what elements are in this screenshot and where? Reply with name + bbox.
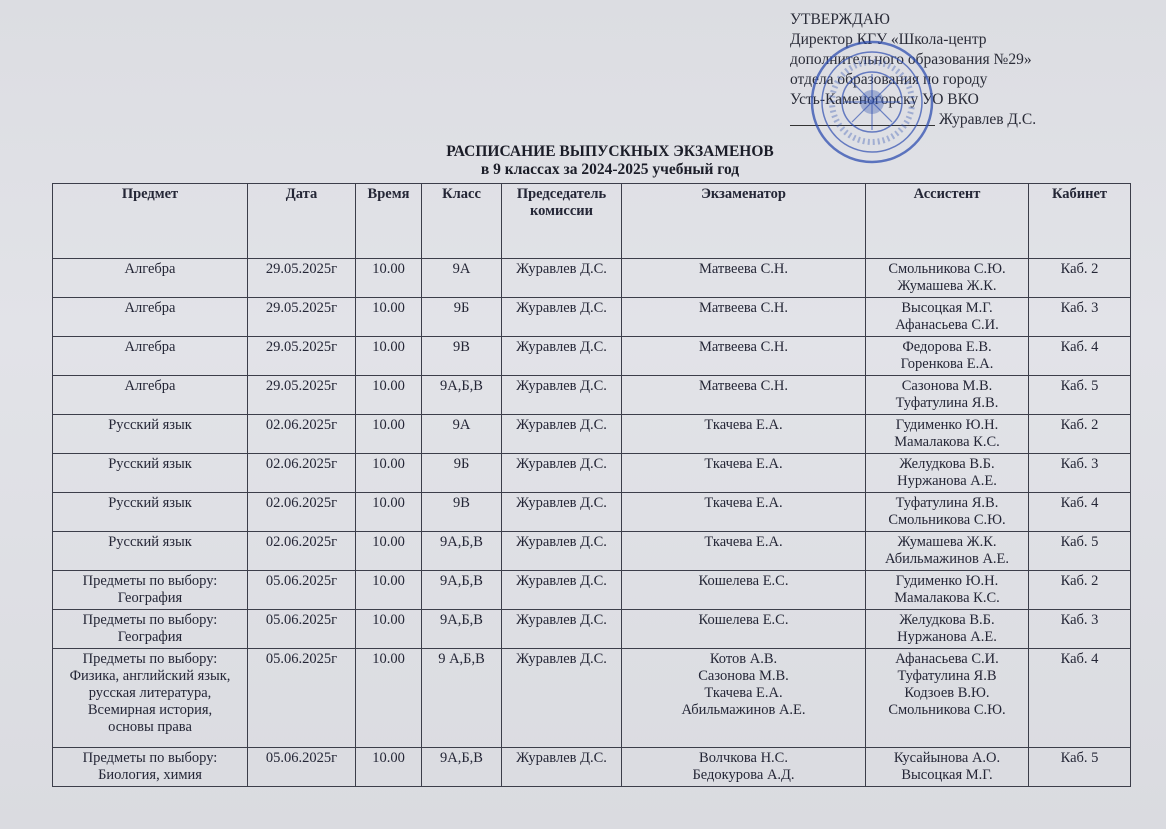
cell-chair: Журавлев Д.С. bbox=[502, 748, 622, 787]
cell-time: 10.00 bbox=[356, 493, 422, 532]
table-row bbox=[53, 571, 1131, 610]
title-line-1: РАСПИСАНИЕ ВЫПУСКНЫХ ЭКЗАМЕНОВ bbox=[446, 143, 774, 160]
cell-chair: Журавлев Д.С. bbox=[502, 649, 622, 748]
cell-time: 10.00 bbox=[356, 376, 422, 415]
cell-chair: Журавлев Д.С. bbox=[502, 610, 622, 649]
cell-date: 02.06.2025г bbox=[248, 493, 356, 532]
header-chair: Председатель комиссии bbox=[502, 184, 622, 259]
cell-subject: Предметы по выбору: География bbox=[53, 571, 248, 610]
cell-assistant: Жумашева Ж.К. Абильмажинов А.Е. bbox=[866, 532, 1029, 571]
table-row bbox=[53, 532, 1131, 571]
cell-room: Каб. 2 bbox=[1029, 259, 1131, 298]
cell-assistant: Кусайынова А.О. Высоцкая М.Г. bbox=[866, 748, 1029, 787]
table-row bbox=[53, 259, 1131, 298]
cell-examiner: Ткачева Е.А. bbox=[622, 493, 866, 532]
cell-class: 9А bbox=[422, 415, 502, 454]
cell-examiner: Матвеева С.Н. bbox=[622, 259, 866, 298]
cell-class: 9Б bbox=[422, 298, 502, 337]
cell-assistant: Сазонова М.В. Туфатулина Я.В. bbox=[866, 376, 1029, 415]
cell-assistant: Желудкова В.Б. Нуржанова А.Е. bbox=[866, 454, 1029, 493]
header-time: Время bbox=[356, 184, 422, 259]
cell-chair: Журавлев Д.С. bbox=[502, 571, 622, 610]
cell-assistant: Желудкова В.Б. Нуржанова А.Е. bbox=[866, 610, 1029, 649]
cell-assistant: Гудименко Ю.Н. Мамалакова К.С. bbox=[866, 415, 1029, 454]
cell-time: 10.00 bbox=[356, 610, 422, 649]
cell-room: Каб. 2 bbox=[1029, 571, 1131, 610]
cell-time: 10.00 bbox=[356, 649, 422, 748]
header-assistant: Ассистент bbox=[866, 184, 1029, 259]
cell-time: 10.00 bbox=[356, 454, 422, 493]
cell-chair: Журавлев Д.С. bbox=[502, 493, 622, 532]
cell-class: 9 А,Б,В bbox=[422, 649, 502, 748]
cell-class: 9А bbox=[422, 259, 502, 298]
cell-subject: Предметы по выбору: Биология, химия bbox=[53, 748, 248, 787]
cell-assistant: Смольникова С.Ю. Жумашева Ж.К. bbox=[866, 259, 1029, 298]
cell-time: 10.00 bbox=[356, 571, 422, 610]
cell-class: 9В bbox=[422, 337, 502, 376]
cell-subject: Русский язык bbox=[53, 415, 248, 454]
table-row bbox=[53, 376, 1131, 415]
cell-examiner: Котов А.В. Сазонова М.В. Ткачева Е.А. Абильмажинов А.Е. bbox=[622, 649, 866, 748]
cell-date: 05.06.2025г bbox=[248, 649, 356, 748]
header-examiner: Экзаменатор bbox=[622, 184, 866, 259]
header-subject: Предмет bbox=[53, 184, 248, 259]
cell-subject: Русский язык bbox=[53, 454, 248, 493]
cell-chair: Журавлев Д.С. bbox=[502, 259, 622, 298]
cell-class: 9А,Б,В bbox=[422, 610, 502, 649]
cell-chair: Журавлев Д.С. bbox=[502, 532, 622, 571]
cell-date: 02.06.2025г bbox=[248, 415, 356, 454]
cell-date: 05.06.2025г bbox=[248, 610, 356, 649]
table-row bbox=[53, 337, 1131, 376]
cell-assistant: Федорова Е.В. Горенкова Е.А. bbox=[866, 337, 1029, 376]
cell-time: 10.00 bbox=[356, 748, 422, 787]
cell-room: Каб. 5 bbox=[1029, 376, 1131, 415]
cell-subject: Алгебра bbox=[53, 376, 248, 415]
cell-subject: Русский язык bbox=[53, 532, 248, 571]
cell-subject: Предметы по выбору: Физика, английский язык, русская литература, Всемирная история, основы права bbox=[53, 649, 248, 748]
cell-examiner: Ткачева Е.А. bbox=[622, 454, 866, 493]
approval-line-4: отдела образования по городу bbox=[790, 71, 988, 88]
cell-room: Каб. 4 bbox=[1029, 649, 1131, 748]
cell-room: Каб. 3 bbox=[1029, 298, 1131, 337]
header-date: Дата bbox=[248, 184, 356, 259]
cell-examiner: Матвеева С.Н. bbox=[622, 298, 866, 337]
cell-assistant: Гудименко Ю.Н. Мамалакова К.С. bbox=[866, 571, 1029, 610]
cell-examiner: Матвеева С.Н. bbox=[622, 376, 866, 415]
approval-line-2: Директор КГУ «Школа-центр bbox=[790, 31, 987, 48]
cell-time: 10.00 bbox=[356, 298, 422, 337]
approval-line-3: дополнительного образования №29» bbox=[790, 51, 1032, 68]
cell-examiner: Ткачева Е.А. bbox=[622, 415, 866, 454]
cell-subject: Предметы по выбору: География bbox=[53, 610, 248, 649]
cell-room: Каб. 3 bbox=[1029, 454, 1131, 493]
cell-date: 29.05.2025г bbox=[248, 298, 356, 337]
cell-chair: Журавлев Д.С. bbox=[502, 376, 622, 415]
approval-heading: УТВЕРЖДАЮ bbox=[790, 11, 890, 28]
cell-chair: Журавлев Д.С. bbox=[502, 298, 622, 337]
approval-line-5: Усть-Каменогорску УО ВКО bbox=[790, 91, 979, 108]
cell-class: 9А,Б,В bbox=[422, 748, 502, 787]
table-row bbox=[53, 748, 1131, 787]
cell-examiner: Кошелева Е.С. bbox=[622, 610, 866, 649]
cell-time: 10.00 bbox=[356, 415, 422, 454]
header-room: Кабинет bbox=[1029, 184, 1131, 259]
document-title bbox=[300, 143, 920, 179]
cell-room: Каб. 2 bbox=[1029, 415, 1131, 454]
cell-room: Каб. 5 bbox=[1029, 532, 1131, 571]
cell-room: Каб. 4 bbox=[1029, 337, 1131, 376]
signer-name: Журавлев Д.С. bbox=[939, 111, 1037, 128]
table-row bbox=[53, 454, 1131, 493]
cell-subject: Алгебра bbox=[53, 337, 248, 376]
cell-examiner: Матвеева С.Н. bbox=[622, 337, 866, 376]
cell-date: 29.05.2025г bbox=[248, 337, 356, 376]
cell-date: 05.06.2025г bbox=[248, 748, 356, 787]
header-class: Класс bbox=[422, 184, 502, 259]
cell-assistant: Афанасьева С.И. Туфатулина Я.В Кодзоев В.Ю. Смольникова С.Ю. bbox=[866, 649, 1029, 748]
cell-date: 02.06.2025г bbox=[248, 532, 356, 571]
cell-class: 9А,Б,В bbox=[422, 376, 502, 415]
table-row bbox=[53, 610, 1131, 649]
cell-chair: Журавлев Д.С. bbox=[502, 415, 622, 454]
cell-date: 29.05.2025г bbox=[248, 259, 356, 298]
cell-room: Каб. 3 bbox=[1029, 610, 1131, 649]
cell-subject: Алгебра bbox=[53, 298, 248, 337]
table-row bbox=[53, 649, 1131, 748]
cell-room: Каб. 4 bbox=[1029, 493, 1131, 532]
cell-examiner: Волчкова Н.С. Бедокурова А.Д. bbox=[622, 748, 866, 787]
cell-time: 10.00 bbox=[356, 259, 422, 298]
cell-chair: Журавлев Д.С. bbox=[502, 454, 622, 493]
cell-class: 9А,Б,В bbox=[422, 532, 502, 571]
cell-class: 9А,Б,В bbox=[422, 571, 502, 610]
cell-room: Каб. 5 bbox=[1029, 748, 1131, 787]
cell-date: 02.06.2025г bbox=[248, 454, 356, 493]
cell-class: 9В bbox=[422, 493, 502, 532]
table-row bbox=[53, 415, 1131, 454]
table-row bbox=[53, 298, 1131, 337]
cell-subject: Русский язык bbox=[53, 493, 248, 532]
table-row bbox=[53, 493, 1131, 532]
cell-assistant: Высоцкая М.Г. Афанасьева С.И. bbox=[866, 298, 1029, 337]
cell-class: 9Б bbox=[422, 454, 502, 493]
cell-date: 05.06.2025г bbox=[248, 571, 356, 610]
cell-date: 29.05.2025г bbox=[248, 376, 356, 415]
cell-subject: Алгебра bbox=[53, 259, 248, 298]
table-header-row bbox=[53, 184, 1131, 259]
cell-time: 10.00 bbox=[356, 337, 422, 376]
cell-examiner: Ткачева Е.А. bbox=[622, 532, 866, 571]
title-line-2: в 9 классах за 2024-2025 учебный год bbox=[480, 161, 740, 178]
cell-time: 10.00 bbox=[356, 532, 422, 571]
cell-examiner: Кошелева Е.С. bbox=[622, 571, 866, 610]
cell-assistant: Туфатулина Я.В. Смольникова С.Ю. bbox=[866, 493, 1029, 532]
exam-schedule-table bbox=[52, 183, 1131, 787]
cell-chair: Журавлев Д.С. bbox=[502, 337, 622, 376]
